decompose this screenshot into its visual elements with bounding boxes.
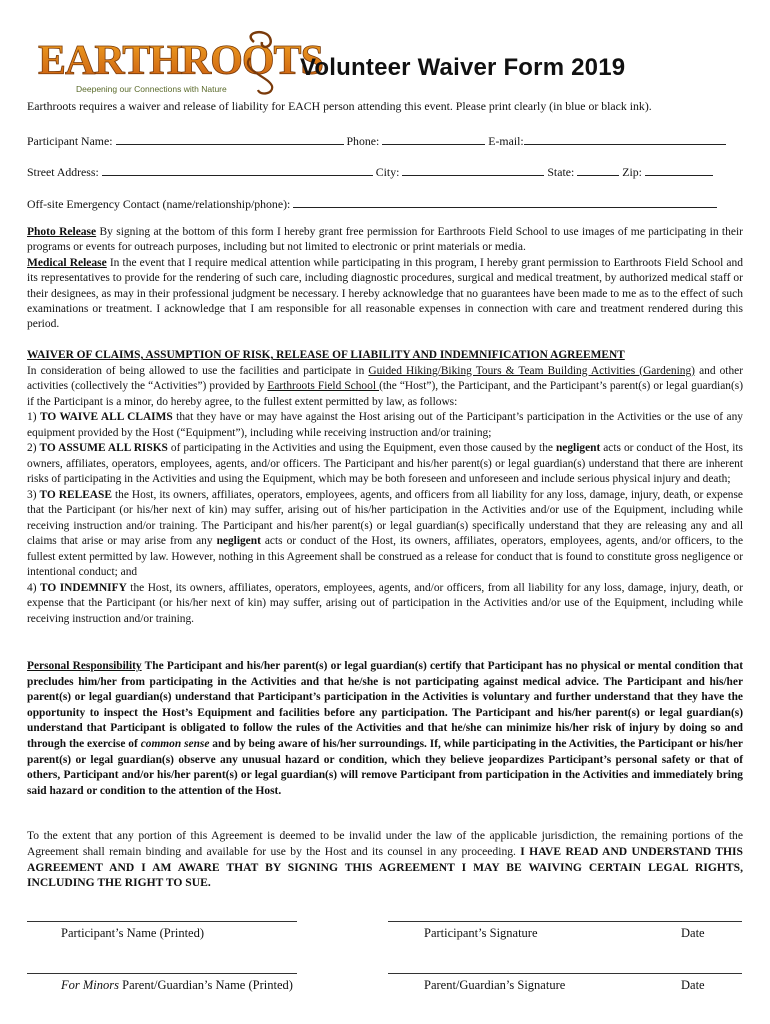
personal-text-a: The Participant and his/her parent(s) or legal guardian(s) certify that Participant has no physical or mental condition that precludes him/her from participating in the Activities and that he/she is not participating against medical advice. The Participant and his/her parent(s) or legal guardian(s) understand that Participant’s participation in the Activities is voluntary and further understand that they have the opportunity to inspect the Host’s Equipment and facilities before any participation. The Participant and his/her parent(s) or legal guardian(s) understand that Participant is obligated to follow the rules of the Activities and that he/she can minimize his/her risk of injury by doing so and through the exercise of <box>27 660 743 750</box>
personal-emphasis: common sense <box>140 737 210 750</box>
item-heading: TO ASSUME ALL RISKS <box>39 442 168 454</box>
photo-release-heading: Photo Release <box>27 226 97 238</box>
item-text: the Host, its owners, affiliates, operators, employees, agents, and/or officers, from all liability for any loss, damage, injury, death, or expense that the Participant (or his/her next of kin) may suffer, arising out of participation in the Activities and/or use of the Equipment, including while receiving instruction and/or training. <box>27 581 743 625</box>
waiver-item-3 <box>27 488 743 581</box>
item-heading: TO WAIVE ALL CLAIMS <box>39 411 173 423</box>
item-text: the Host, its owners, affiliates, operators, employees, agents, and officers from all liability for any loss, damage, injury, death, or expense that the Participant (or his/her next of kin) may suffer, arising out of his/her participation in the Activities and/or use of the Equipment, including while receiving instruction and/or training. The Participant and his/her parent(s) or legal guardian(s) specifically understand that they are releasing any and all claims that arise or may arise from any <box>27 488 743 547</box>
participant-row <box>27 133 729 149</box>
logo-graphic <box>36 28 323 100</box>
waiver-item-2 <box>27 441 743 488</box>
item-text: acts or conduct of the Host, its owners, affiliates, operators, employees, agents, and/or officers, to the fullest extent permitted by law. However, nothing in this Agreement shall be construed as a release for conduct that is found to constitute gross negligence or intentional conduct; and <box>27 535 743 578</box>
item-number: 2) <box>27 442 40 454</box>
earthroots-logo <box>36 28 323 100</box>
closing-acknowledgement: I HAVE READ AND UNDERSTAND THIS AGREEMENT AND I AM AWARE THAT BY SIGNING THIS AGREEMENT I MAY BE WAIVING CERTAIN LEGAL RIGHTS, INCLUDING THE RIGHT TO SUE. <box>27 844 743 890</box>
waiver-section <box>27 348 743 627</box>
item-emphasis: negligent <box>216 535 261 547</box>
item-number: 4) <box>27 581 40 594</box>
personal-text-b: and by being aware of his/her surroundings. If, while participating in the Activities, the Participant or his/her parent(s) or legal guardian(s) observe any unusual hazard or condition, which they believe jeopardizes Participant’s personal safety or that of others, Participant and/or his/her parent(s) or legal guardian(s) will remove Participant from participation in the Activities and immediately bring said hazard or condition to the attention of the Host. <box>27 737 743 797</box>
date-caption: Date <box>681 926 705 940</box>
intro-text: Earthroots requires a waiver and release of liability for EACH person attending this event. Please print clearly (in blue or black ink). <box>27 99 652 113</box>
date-caption-2: Date <box>681 978 705 992</box>
medical-release-heading: Medical Release <box>27 256 107 269</box>
waiver-intro-b: and other activities (collectively the “Activities”) provided by <box>27 364 744 392</box>
waiver-intro <box>27 364 743 411</box>
guardian-name-text: Parent/Guardian’s Name (Printed) <box>119 978 293 992</box>
street-label: Street Address: <box>27 165 99 179</box>
logo-wordmark: EARTHROOTS <box>38 38 323 84</box>
emergency-field[interactable] <box>293 196 717 208</box>
waiver-heading: WAIVER OF CLAIMS, ASSUMPTION OF RISK, RELEASE OF LIABILITY AND INDEMNIFICATION AGREEMENT <box>27 349 625 361</box>
phone-field[interactable] <box>382 133 485 145</box>
participant-name-line[interactable] <box>27 921 297 922</box>
participant-signature-line[interactable] <box>388 921 742 922</box>
logo-tagline: Deepening our Connections with Nature <box>76 84 227 94</box>
address-row <box>27 164 716 180</box>
minors-prefix: For Minors <box>61 978 119 992</box>
waiver-item-1 <box>27 410 743 441</box>
phone-label: Phone: <box>346 134 380 148</box>
personal-responsibility <box>27 659 743 799</box>
item-emphasis: negligent <box>555 442 601 454</box>
item-text: that they have or may have against the Host arising out of the Participant’s participation in the Activities or the use of any equipment provided by the Host (“Equipment”), including while receiving instruction and/or training; <box>27 411 744 439</box>
state-label: State: <box>547 165 575 179</box>
guardian-name-caption <box>61 978 293 993</box>
waiver-activities: Guided Hiking/Biking Tours & Team Building Activities (Gardening) <box>368 364 695 377</box>
city-label: City: <box>375 165 400 179</box>
closing-text: To the extent that any portion of this Agreement is deemed to be invalid under the law of the applicable jurisdiction, the remaining portions of the Agreement shall remain binding and available for use by the Host and its counsel in any proceeding. <box>27 829 743 858</box>
guardian-signature-line[interactable] <box>388 973 742 974</box>
emergency-row <box>27 196 720 212</box>
state-field[interactable] <box>577 164 619 176</box>
zip-field[interactable] <box>645 164 713 176</box>
personal-heading: Personal Responsibility <box>27 660 142 672</box>
form-title: Volunteer Waiver Form 2019 <box>300 54 626 81</box>
item-text: acts or conduct of the Host, its owners, affiliates, operators, employees, agents, and/or officers. The Participant and his/her parent(s) or legal guardian(s) understand that there are inherent risks of participating in the Activities and using the Equipment, which may be both foreseen and unforeseen and include serious physical injury and death; <box>27 442 743 485</box>
waiver-item-4 <box>27 581 743 628</box>
photo-release <box>27 225 743 256</box>
medical-release-text: In the event that I require medical attention while participating in this program, I hereby grant permission to Earthroots Field School and its representatives to provide for the rendering of such care, including diagnostic procedures, surgical and medical treatment, by authorized medical staff or their designees, as may in their professional judgment be necessary. I hereby acknowledge that no guarantees have been made to me as to the effect of such examinations or treatment. I acknowledge that I am responsible for all reasonable expenses in connection with care and treatment rendered during this period. <box>27 256 743 331</box>
street-field[interactable] <box>102 164 373 176</box>
emergency-label: Off-site Emergency Contact (name/relationship/phone): <box>27 197 291 211</box>
waiver-intro-c: (the “Host”), the Participant, and the Participant’s parent(s) or legal guardian(s) if the Participant is a minor, do hereby agree, to the fullest extent permitted by law, as follows: <box>27 380 743 408</box>
participant-signature-caption: Participant’s Signature <box>424 926 538 940</box>
participant-name-caption: Participant’s Name (Printed) <box>61 926 205 940</box>
participant-name-field[interactable] <box>116 133 344 145</box>
item-text: of participating in the Activities and using the Equipment, even those caused by the <box>167 442 556 454</box>
email-field[interactable] <box>524 133 726 145</box>
medical-release <box>27 256 743 333</box>
releases-section <box>27 225 743 333</box>
item-number: 1) <box>27 411 40 423</box>
photo-release-text: By signing at the bottom of this form I hereby grant free permission for Earthroots Field School to use images of me participating in their programs or events for outreach purposes, including but not limited to electronic or print materials or media. <box>27 226 743 254</box>
closing-section <box>27 828 743 891</box>
item-number: 3) <box>27 488 40 501</box>
item-heading: TO INDEMNIFY <box>39 581 127 594</box>
participant-name-label: Participant Name: <box>27 134 113 148</box>
waiver-intro-a: In consideration of being allowed to use the facilities and participate in <box>27 364 369 377</box>
email-label: E-mail: <box>488 134 524 148</box>
guardian-signature-caption: Parent/Guardian’s Signature <box>424 978 566 992</box>
waiver-host-name: Earthroots Field School <box>267 380 380 392</box>
zip-label: Zip: <box>622 165 642 179</box>
city-field[interactable] <box>402 164 544 176</box>
guardian-name-line[interactable] <box>27 973 297 974</box>
item-heading: TO RELEASE <box>39 488 112 501</box>
